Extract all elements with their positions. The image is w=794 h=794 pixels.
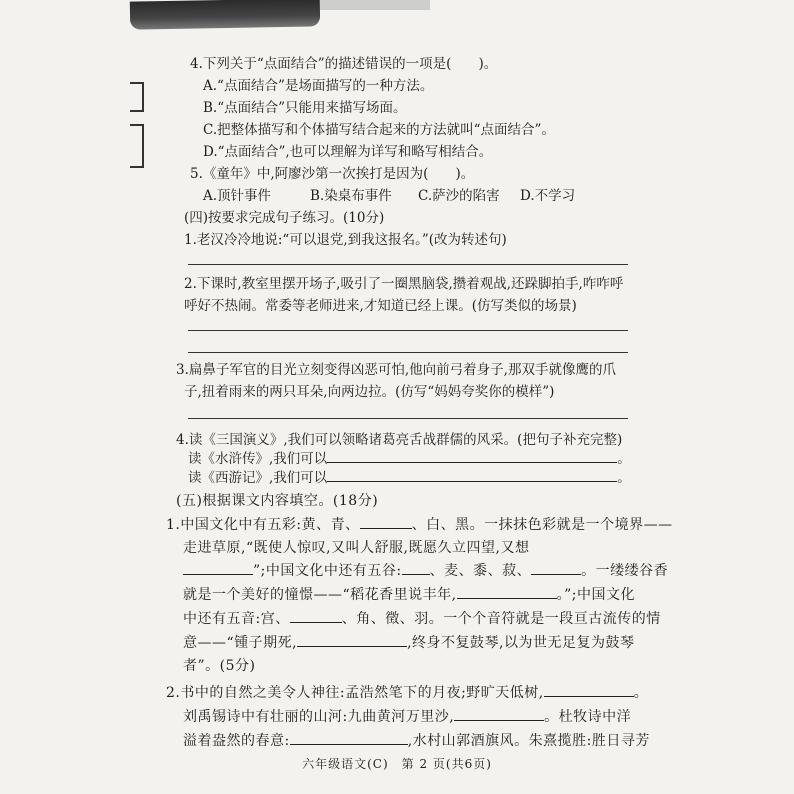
- section4-item-2-line2: 呼好不热闹。常委等老师进来,才知道已经上课。(仿写类似的场景): [184, 298, 577, 314]
- text: 2.书中的自然之美令人神往:孟浩然笔下的月夜;野旷天低树,: [166, 685, 544, 701]
- section5-item-1-line1: [166, 514, 673, 534]
- text: ”;中国文化中还有五谷:: [253, 563, 402, 579]
- section5-item-1-line2: [183, 537, 529, 557]
- section4-item-4-line3: [188, 466, 631, 486]
- text: 、角、徵、羽。一个个音符就是一段亘古流传的情: [341, 611, 661, 627]
- q5-option-a: A.顶针事件: [203, 188, 272, 204]
- section5-item-2-line1: [166, 682, 648, 702]
- text: 。一缕缕谷香: [581, 563, 669, 579]
- q4-option-d: D.“点面结合”,也可以理解为详写和略写相结合。: [203, 144, 493, 160]
- q4-option-c: C.把整体描写和个体描写结合起来的方法就叫“点面结合”。: [203, 122, 555, 138]
- q5-option-b: B.染桌布事件: [310, 188, 392, 204]
- section4-item-4-line2: [188, 447, 631, 467]
- text: 中还有五音:宫、: [183, 611, 290, 627]
- fill-blank[interactable]: [457, 584, 557, 599]
- section5-item-1-line6: [183, 632, 635, 652]
- section5-item-1-line4: [183, 584, 635, 604]
- section4-item-4-line3-text: 读《西游记》,我们可以: [188, 470, 328, 486]
- text: ,水村山郭酒旗风。朱熹揽胜:胜日寻芳: [407, 733, 650, 749]
- fill-blank[interactable]: [183, 560, 253, 575]
- text: 、白、黑。一抹抹色彩就是一个境界——: [411, 517, 673, 533]
- text: 1.中国文化中有五彩:黄、青、: [166, 517, 360, 533]
- text: 。杜牧诗中洋: [544, 709, 632, 725]
- section4-item-4-line2-text: 读《水浒传》,我们可以: [188, 451, 328, 467]
- q5-stem: 5.《童年》中,阿廖沙第一次挨打是因为( )。: [190, 166, 475, 182]
- fill-blank[interactable]: [327, 448, 617, 463]
- section5-item-1-line3: [183, 560, 668, 580]
- period: 。: [617, 470, 631, 486]
- section5-item-2-line2: [183, 706, 631, 726]
- fill-blank[interactable]: [402, 560, 430, 575]
- section4-item-3-line1: 3.扁鼻子军官的目光立刻变得凶恶可怕,他向前弓着身子,那双手就像鹰的爪: [176, 362, 616, 378]
- section5-item-1-line5: [183, 608, 661, 628]
- binding-mark: [130, 82, 144, 112]
- answer-line[interactable]: [188, 264, 628, 265]
- fill-blank[interactable]: [290, 730, 408, 745]
- page-edge-shadow-light: [320, 0, 430, 10]
- fill-blank[interactable]: [360, 514, 412, 529]
- answer-line[interactable]: [188, 352, 628, 353]
- period: 。: [617, 451, 631, 467]
- binding-mark: [130, 124, 144, 168]
- text: 溢着盎然的春意:: [183, 733, 290, 749]
- section5-item-2-line3: [183, 730, 650, 750]
- fill-blank[interactable]: [297, 632, 407, 647]
- text: 走进草原,“既使人惊叹,又叫人舒服,既愿久立四望,又想: [183, 540, 530, 556]
- fill-blank[interactable]: [327, 467, 617, 482]
- answer-line[interactable]: [188, 330, 628, 331]
- fill-blank[interactable]: [454, 706, 544, 721]
- page-footer: 六年级语文(C) 第 2 页(共6页): [302, 757, 492, 771]
- section4-item-3-line2: 子,扭着雨来的两只耳朵,向两边拉。(仿写“妈妈夸奖你的模样”): [184, 384, 555, 400]
- text: 。”;中国文化: [556, 587, 635, 603]
- q5-option-c: C.萨沙的陷害: [418, 188, 500, 204]
- answer-line[interactable]: [188, 418, 628, 419]
- text: 意——“锺子期死,: [183, 635, 298, 651]
- fill-blank[interactable]: [290, 608, 342, 623]
- section5-item-1-line7: 者”。(5分): [183, 658, 256, 674]
- section4-item-4-line1: 4.读《三国演义》,我们可以领略诸葛亮舌战群儒的风采。(把句子补充完整): [176, 432, 623, 448]
- text: 、麦、黍、菽、: [429, 563, 532, 579]
- text: ,终身不复鼓琴,以为世无足复为鼓琴: [407, 635, 635, 651]
- section5-heading: (五)根据课文内容填空。(18分): [176, 493, 379, 509]
- text: 刘禹锡诗中有壮丽的山河:九曲黄河万里沙,: [183, 709, 455, 725]
- section4-item-1: 1.老汉冷冷地说:“可以退党,到我这报名。”(改为转述句): [184, 232, 507, 248]
- fill-blank[interactable]: [544, 682, 634, 697]
- q4-stem: 4.下列关于“点面结合”的描述错误的一项是( )。: [190, 56, 498, 72]
- section4-item-2-line1: 2.下课时,教室里摆开场子,吸引了一圈黑脑袋,攒着观战,还跺脚拍手,咋咋呼: [184, 276, 624, 292]
- section4-heading: (四)按要求完成句子练习。(10分): [184, 210, 385, 226]
- fill-blank[interactable]: [531, 560, 581, 575]
- q4-option-a: A.“点面结合”是场面描写的一种方法。: [203, 78, 434, 94]
- text: 就是一个美好的憧憬——“稻花香里说丰年,: [183, 587, 457, 603]
- q4-option-b: B.“点面结合”只能用来描写场面。: [203, 100, 407, 116]
- text: 。: [633, 685, 649, 701]
- q5-option-d: D.不学习: [520, 188, 576, 204]
- page-edge-shadow: [130, 0, 320, 30]
